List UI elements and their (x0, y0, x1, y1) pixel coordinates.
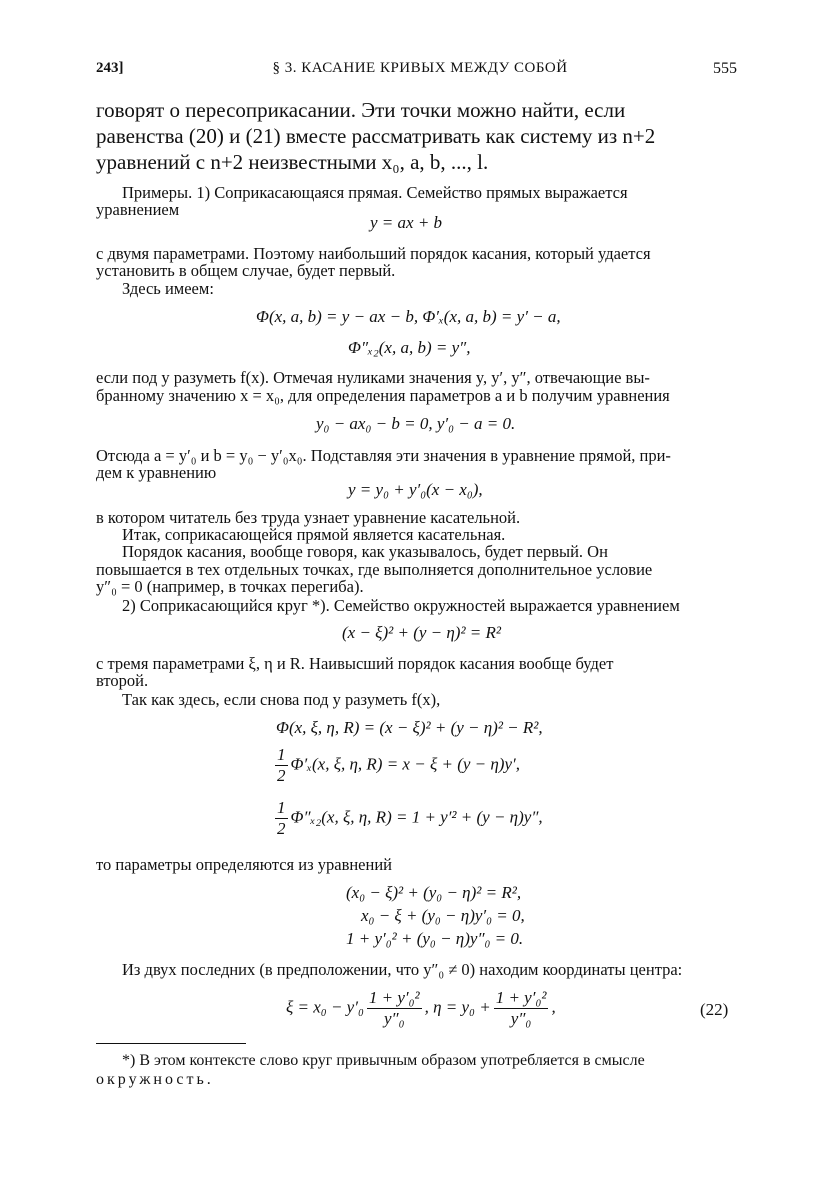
para-4-line-4: повышается в тех отдельных точках, где выполняется дополнительное условие (96, 560, 653, 579)
intro-line-2: равенства (20) и (21) вместе рассматривать как систему из n+2 (96, 124, 656, 148)
para-4-line-1: в котором читатель без труда узнает уравнение касательной. (96, 508, 521, 527)
para-4-line-6: 2) Соприкасающийся круг *). Семейство окружностей выражается уравнением (122, 596, 680, 615)
para-5-line-1: с тремя параметрами ξ, η и R. Наивысший порядок касания вообще будет (96, 654, 614, 673)
footnote-line-2: окружность. (96, 1071, 214, 1088)
running-head-section: § 3. КАСАНИЕ КРИВЫХ МЕЖДУ СОБОЙ (272, 60, 568, 76)
para-5-line-3: Так как здесь, если снова под y разуметь f(x), (122, 690, 441, 709)
para-4-line-3: Порядок касания, вообще говоря, как указывалось, будет первый. Он (122, 542, 608, 561)
formula-line: y = ax + b (370, 213, 443, 232)
para-1-line-2: установить в общем случае, будет первый. (96, 261, 396, 280)
running-head-left: 243] (96, 60, 124, 76)
intro-line-3: уравнений с n+2 неизвестными x₀, a, b, ..., l. (96, 150, 489, 174)
para-4-line-2: Итак, соприкасающейся прямой является касательная. (122, 525, 506, 544)
examples-heading-cont: уравнением (96, 200, 180, 219)
formula-system-1: y₀ − ax₀ − b = 0, y′₀ − a = 0. (316, 414, 516, 433)
para-2-line-1: если под y разуметь f(x). Отмечая нуликами значения y, y′, y″, отвечающие вы- (96, 368, 650, 387)
intro-line-1: говорят о пересоприкасании. Эти точки можно найти, если (96, 98, 626, 122)
para-4-line-5: y″₀ = 0 (например, в точках перегиба). (96, 577, 364, 596)
para-7: Из двух последних (в предположении, что y″₀ ≠ 0) находим координаты центра: (122, 960, 683, 979)
one-half: $\frac{1}{2}$ (277, 745, 286, 785)
formula-phi-2: Φ″ₓ₂(x, a, b) = y″, (348, 338, 471, 357)
formula-phi-1: Φ(x, a, b) = y − ax − b, Φ′ₓ(x, a, b) = y′ − a, (256, 307, 561, 326)
formula-circle: (x − ξ)² + (y − η)² = R² (342, 623, 502, 642)
fraction-1: $\frac{\text{1 + y′₀²}}{\text{y″₀}}$ (368, 988, 420, 1028)
para-3-line-1: Отсюда a = y′₀ и b = y₀ − y′₀x₀. Подставляя эти значения в уравнение прямой, при- (96, 446, 671, 465)
examples-heading: Примеры. 1) Соприкасающаяся прямая. Семейство прямых выражается (122, 183, 628, 202)
formula-circle-1: Φ(x, ξ, η, R) = (x − ξ)² + (y − η)² − R², (276, 718, 543, 737)
para-3-line-2: дем к уравнению (96, 463, 217, 482)
page-number: 555 (713, 60, 737, 77)
para-1-line-1: с двумя параметрами. Поэтому наибольший порядок касания, который удается (96, 244, 651, 263)
para-2-line-2: бранному значению x = x₀, для определения параметров a и b получим уравнения (96, 386, 670, 405)
fraction-2: $\frac{\text{1 + y′₀²}}{\text{y″₀}}$ (495, 988, 547, 1028)
equation-number: (22) (700, 1000, 729, 1019)
one-half: $\frac{1}{2}$ (277, 798, 286, 838)
para-5-line-2: второй. (96, 671, 149, 690)
footnote-rule (96, 1043, 246, 1044)
formula-circle-3: $\frac{1}{2}$ Φ″ₓ₂(x, ξ, η, R) = 1 + y′² + (y − η)y″, (277, 798, 543, 838)
para-6: то параметры определяются из уравнений (96, 855, 393, 874)
here-we-have: Здесь имеем: (122, 279, 214, 298)
formula-tangent: y = y₀ + y′₀(x − x₀), (348, 480, 483, 499)
formula-circle-2: $\frac{1}{2}$ Φ′ₓ(x, ξ, η, R) = x − ξ + (y − η)y′, (277, 745, 520, 785)
footnote-line-1: *) В этом контексте слово круг привычным образом употребляется в смысле (122, 1052, 645, 1069)
formula-sys-2-1: (x₀ − ξ)² + (y₀ − η)² = R², (346, 883, 522, 902)
formula-sys-2-2: x₀ − ξ + (y₀ − η)y′₀ = 0, (361, 906, 525, 925)
formula-sys-2-3: 1 + y′₀² + (y₀ − η)y″₀ = 0. (346, 929, 524, 948)
formula-22: ξ = x₀ − y′₀ $\frac{\text{1 + y′₀²}}{\text{y″₀}}$ , η = y₀ + $\frac{\text{1 + y′₀²}}{\text{y″₀}}$ , (286, 988, 556, 1028)
